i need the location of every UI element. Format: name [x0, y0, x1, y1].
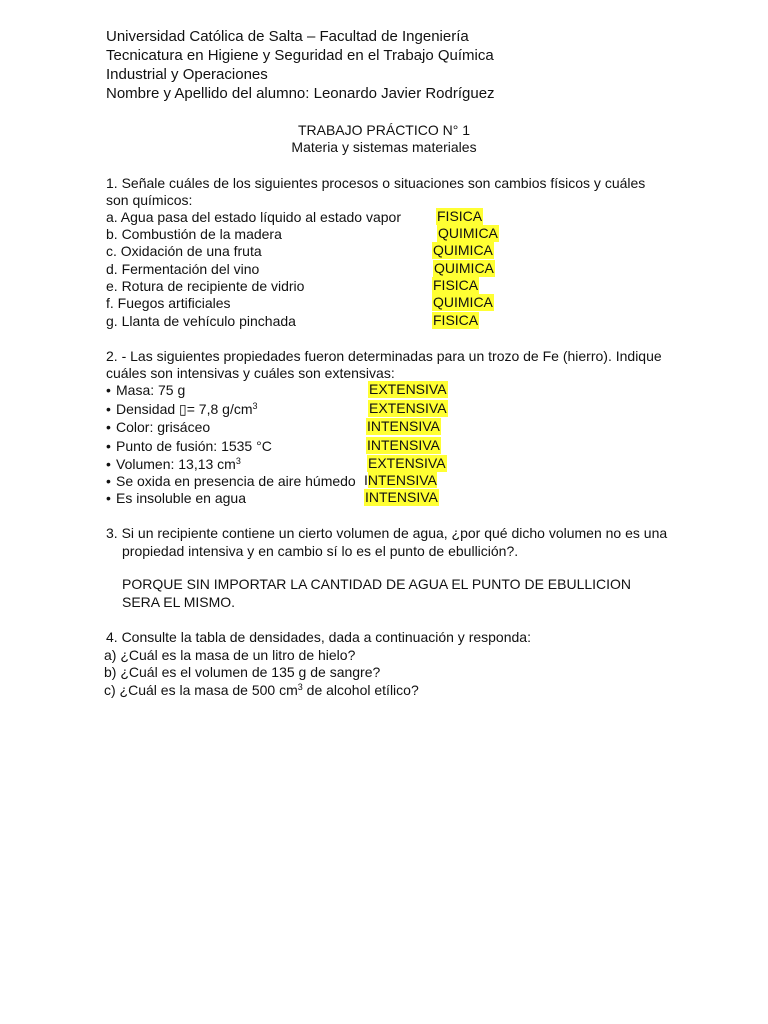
q2-item-label: Volumen: 13,13 cm [116, 456, 236, 472]
q1-item-answer: QUIMICA [438, 225, 498, 241]
q1-item-label: f. Fuegos artificiales [106, 295, 231, 311]
q4-item-label: a) ¿Cuál es la masa de un litro de hielo? [104, 647, 356, 663]
q2-item-answer: NTENSIVA [367, 472, 437, 488]
q2-item-label: Se oxida en presencia de aire húmedo [116, 473, 356, 489]
q2-item-answer: EXTENSIVA [369, 381, 447, 397]
page-subtitle: Materia y sistemas materiales [291, 139, 477, 155]
header-student: Nombre y Apellido del alumno: Leonardo Javier Rodríguez [106, 85, 495, 102]
header-university: Universidad Católica de Salta – Facultad de Ingeniería [106, 28, 469, 45]
q2-item-answer: INTENSIVA [367, 418, 440, 434]
q1-item-answer: FISICA [437, 208, 483, 224]
q2-bullet: • [106, 438, 111, 454]
q2-item-answer: EXTENSIVA [368, 455, 446, 471]
q1-item-answer: QUIMICA [433, 242, 493, 258]
q2-item-label: Es insoluble en agua [116, 490, 246, 506]
q2-item-label: Densidad ▯= 7,8 g/cm [116, 401, 253, 417]
q3-prompt-cont: propiedad intensiva y en cambio sí lo es el punto de ebullición?. [122, 543, 519, 559]
q4-item-label: c) ¿Cuál es la masa de 500 cm [104, 682, 298, 698]
page-title: TRABAJO PRÁCTICO N° 1 [297, 122, 471, 138]
q4-prompt: 4. Consulte la tabla de densidades, dada a continuación y responda: [106, 629, 531, 645]
q2-bullet: • [106, 456, 111, 472]
q1-item-answer: FISICA [433, 312, 479, 328]
q1-item-label: a. Agua pasa del estado líquido al estado vapor [106, 209, 401, 225]
q1-item-answer: QUIMICA [434, 260, 494, 276]
q2-bullet: • [106, 473, 111, 489]
q1-item-label: g. Llanta de vehículo pinchada [106, 313, 296, 329]
q1-item-label: c. Oxidación de una fruta [106, 243, 262, 259]
q2-item-label-wrap [116, 402, 258, 416]
header-career: Tecnicatura en Higiene y Seguridad en el Trabajo Química [106, 47, 494, 64]
q2-item-label: Color: grisáceo [116, 419, 211, 435]
header-career-cont: Industrial y Operaciones [106, 66, 268, 83]
q2-prompt-cont: cuáles son intensivas y cuáles son extensivas: [106, 365, 395, 381]
q2-bullet: • [106, 382, 111, 398]
q2-item-answer-wrap [364, 472, 437, 489]
q2-bullet: • [106, 490, 111, 506]
q3-prompt: 3. Si un recipiente contiene un cierto volumen de agua, ¿por qué dicho volumen no es una [106, 525, 668, 541]
q2-item-label-wrap [116, 457, 241, 471]
q4-item-tail: de alcohol etílico? [302, 682, 419, 698]
q2-answer-prefix: I [364, 472, 368, 488]
q1-item-label: b. Combustión de la madera [106, 226, 282, 242]
q2-item-answer: EXTENSIVA [369, 400, 447, 416]
q3-answer: PORQUE SIN IMPORTAR LA CANTIDAD DE AGUA EL PUNTO DE EBULLICION [122, 576, 632, 592]
q2-item-answer: INTENSIVA [367, 437, 440, 453]
q1-item-label: e. Rotura de recipiente de vidrio [106, 278, 305, 294]
q1-item-answer: QUIMICA [433, 294, 493, 310]
q2-prompt: 2. - Las siguientes propiedades fueron determinadas para un trozo de Fe (hierro). Indique [106, 348, 662, 364]
q2-item-label: Masa: 75 g [116, 382, 186, 398]
q2-item-label: Punto de fusión: 1535 °C [116, 438, 272, 454]
superscript: 3 [297, 682, 303, 692]
q1-prompt-cont: son químicos: [106, 192, 193, 208]
q2-bullet: • [106, 419, 111, 435]
q2-item-answer: INTENSIVA [365, 489, 438, 505]
q4-item-wrap [104, 683, 419, 697]
q1-prompt: 1. Señale cuáles de los siguientes procesos o situaciones son cambios físicos y cuáles [106, 175, 646, 191]
superscript: 3 [235, 456, 241, 466]
q2-bullet: • [106, 401, 111, 417]
q1-item-label: d. Fermentación del vino [106, 261, 260, 277]
q1-item-answer: FISICA [433, 277, 479, 293]
q4-item-label: b) ¿Cuál es el volumen de 135 g de sangre? [104, 664, 381, 680]
superscript: 3 [252, 401, 258, 411]
q3-answer-cont: SERA EL MISMO. [122, 594, 236, 610]
